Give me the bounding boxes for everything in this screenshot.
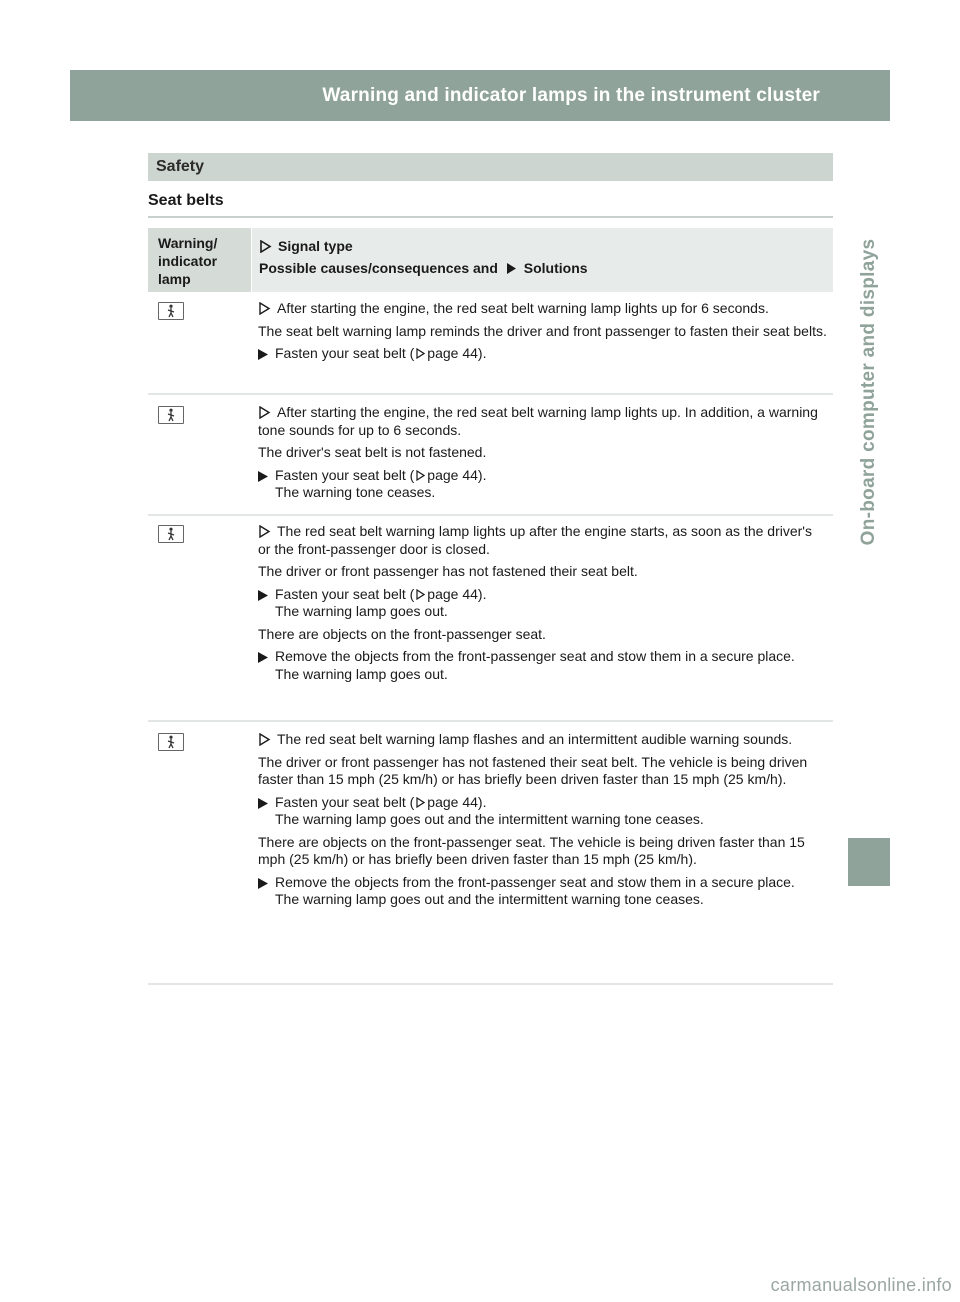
action-text-end: ). <box>477 793 487 810</box>
table-header-signal <box>252 228 833 292</box>
action-step <box>258 648 828 683</box>
row-content <box>258 300 828 368</box>
page-reference[interactable]: page 44 <box>427 345 478 361</box>
signal-indicator-icon <box>258 406 271 419</box>
action-text-end: ). <box>477 585 487 602</box>
page-ref-icon <box>416 348 425 359</box>
signal-type-heading <box>259 235 833 257</box>
row-content <box>258 731 828 914</box>
action-step <box>258 586 828 621</box>
side-tab <box>848 132 890 822</box>
row-divider <box>148 393 833 395</box>
action-result: The warning lamp goes out and the intermittent warning tone ceases. <box>275 811 704 827</box>
signal-text <box>258 404 828 439</box>
row-content <box>258 404 828 507</box>
row-divider <box>148 514 833 516</box>
signal-indicator-icon <box>258 525 271 538</box>
signal-description: The red seat belt warning lamp lights up after the engine starts, as soon as the driver's or the front-passenger door is closed. <box>258 523 812 557</box>
action-arrow-icon <box>258 798 268 809</box>
action-arrow-icon <box>258 590 268 601</box>
signal-indicator-icon <box>258 733 271 746</box>
signal-description: After starting the engine, the red seat belt warning lamp lights up for 6 seconds. <box>277 300 769 316</box>
chapter-title: Warning and indicator lamps in the instrument cluster <box>322 85 820 106</box>
action-result: The warning tone ceases. <box>275 484 436 500</box>
seat-belt-icon <box>158 406 184 424</box>
page-reference[interactable]: page 44 <box>427 585 478 602</box>
action-result: The warning lamp goes out. <box>275 665 448 682</box>
signal-indicator-icon <box>258 302 271 315</box>
header-line: lamp <box>158 271 191 287</box>
action-text: Fasten your seat belt ( <box>275 466 415 483</box>
action-arrow-icon <box>258 878 268 889</box>
action-result: The warning lamp goes out and the intermittent warning tone ceases. <box>275 891 704 907</box>
action-text-end: ). <box>477 466 487 483</box>
action-arrow-icon <box>258 471 268 482</box>
signal-text <box>258 523 828 558</box>
action-text: Fasten your seat belt ( <box>275 793 415 810</box>
page-reference[interactable]: page 44 <box>427 793 478 810</box>
cause-text: There are objects on the front-passenger seat. The vehicle is being driven faster than 15 mph (25 km/h) or has briefly been driven faster than 15 mph (25 km/h). <box>258 833 805 867</box>
signal-description: After starting the engine, the red seat belt warning lamp lights up. In addition, a warning tone sounds for up to 6 seconds. <box>258 404 818 438</box>
row-divider <box>148 720 833 722</box>
row-content <box>258 523 828 688</box>
action-step <box>258 345 828 363</box>
cause-text: The seat belt warning lamp reminds the driver and front passenger to fasten their seat belts. <box>258 322 827 339</box>
signal-text <box>258 731 828 749</box>
action-result: The warning lamp goes out. <box>275 603 448 619</box>
signal-text <box>258 300 828 318</box>
action-step <box>258 794 828 829</box>
action-text: Fasten your seat belt ( <box>275 345 415 361</box>
cause-text: The driver's seat belt is not fastened. <box>258 444 487 460</box>
watermark: carmanualsonline.info <box>770 1275 952 1295</box>
cause-text: The driver or front passenger has not fastened their seat belt. The vehicle is being driven faster than 15 mph (25 km/h) or has briefly been driven faster than 15 mph (25 km/h). <box>258 753 808 787</box>
causes-label: Possible causes/consequences and <box>259 260 498 276</box>
action-text-end: ). <box>477 345 487 361</box>
seat-belt-icon <box>158 733 184 751</box>
action-text: Remove the objects from the front-passenger seat and stow them in a secure place. <box>275 648 795 664</box>
action-text: Fasten your seat belt ( <box>275 585 415 602</box>
header-line: indicator <box>158 253 218 269</box>
page-ref-icon <box>416 470 425 481</box>
action-text: Remove the objects from the front-passenger seat and stow them in a secure place. <box>275 873 795 890</box>
signal-type-label: Signal type <box>278 238 353 254</box>
signal-indicator-icon <box>259 240 272 253</box>
seat-belt-icon <box>158 302 184 320</box>
page-header <box>70 70 945 121</box>
solutions-label: Solutions <box>523 260 588 276</box>
side-tab-label: On-board computer and displays <box>858 238 879 546</box>
action-arrow-icon <box>258 652 268 663</box>
section-heading <box>148 153 833 181</box>
page-ref-icon <box>416 797 425 808</box>
header-line: Warning/ <box>158 235 218 251</box>
table-bottom-rule <box>148 983 833 985</box>
table-header-lamp <box>148 228 251 292</box>
cause-text: There are objects on the front-passenger seat. <box>258 625 546 642</box>
action-arrow-icon <box>258 349 268 360</box>
action-step <box>258 874 828 909</box>
action-arrow-icon <box>505 262 518 275</box>
cause-text: The driver or front passenger has not fastened their seat belt. <box>258 563 638 579</box>
page-reference[interactable]: page 44 <box>427 466 478 483</box>
section-title: Safety <box>156 158 205 175</box>
page-ref-icon <box>416 589 425 600</box>
causes-heading <box>259 257 833 279</box>
signal-description: The red seat belt warning lamp flashes and an intermittent audible warning sounds. <box>277 731 793 747</box>
subsection-title: Seat belts <box>148 192 224 209</box>
side-tab-marker <box>848 838 890 886</box>
subsection-rule <box>148 216 833 218</box>
seat-belt-icon <box>158 525 184 543</box>
action-step <box>258 467 828 502</box>
page-number: 275 <box>917 87 945 104</box>
